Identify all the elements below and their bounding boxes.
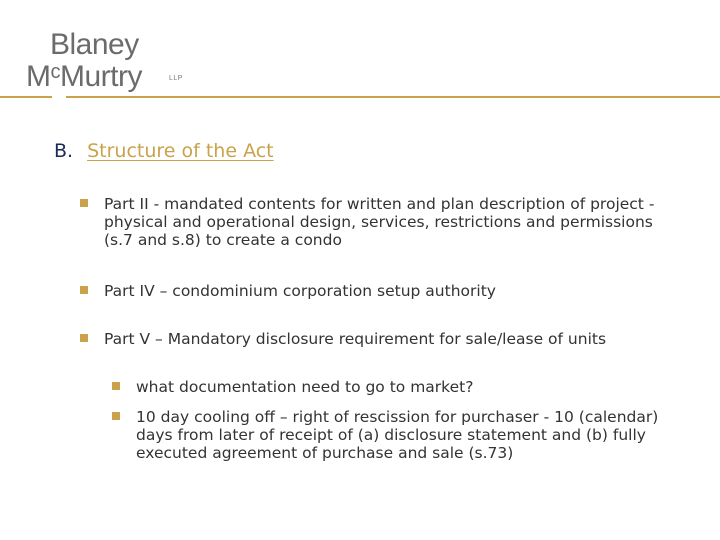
bullet-square-icon <box>80 286 88 294</box>
logo-llp: LLP <box>169 75 183 82</box>
bullet-part-v <box>80 330 680 348</box>
bullet-square-icon <box>112 382 120 390</box>
bullet-square-icon <box>80 199 88 207</box>
bullet-square-icon <box>112 412 120 420</box>
logo-murtry: Murtry <box>60 60 142 93</box>
sub-bullet-text: what documentation need to go to market? <box>136 378 474 396</box>
section-heading <box>54 140 274 162</box>
section-title: Structure of the Act <box>87 140 274 162</box>
sub-bullet-text: 10 day cooling off – right of rescission for purchaser - 10 (calendar) days from later of receipt of (a) disclosure statement and (b) fully executed agreement of purchase and sale (s.73) <box>136 408 659 462</box>
header-rule-right <box>66 96 720 98</box>
logo-m: M <box>26 60 51 93</box>
bullet-part-ii <box>80 195 680 249</box>
sub-bullet-cooling-off <box>112 408 672 462</box>
section-letter: B. <box>54 140 74 162</box>
logo-c: c <box>50 61 60 83</box>
logo-text-mcmurtry <box>26 57 142 92</box>
bullet-square-icon <box>80 334 88 342</box>
header-rule-left <box>0 96 52 98</box>
bullet-text: Part IV – condominium corporation setup authority <box>104 282 496 300</box>
bullet-text: Part II - mandated contents for written and plan description of project - physical and operational design, services, restrictions and permissions (s.7 and s.8) to create a condo <box>104 195 655 249</box>
logo-text-blaney: Blaney <box>50 28 139 61</box>
bullet-part-iv <box>80 282 680 300</box>
sub-bullet-documentation <box>112 378 672 396</box>
bullet-text: Part V – Mandatory disclosure requirement for sale/lease of units <box>104 330 607 348</box>
firm-logo <box>26 30 196 92</box>
